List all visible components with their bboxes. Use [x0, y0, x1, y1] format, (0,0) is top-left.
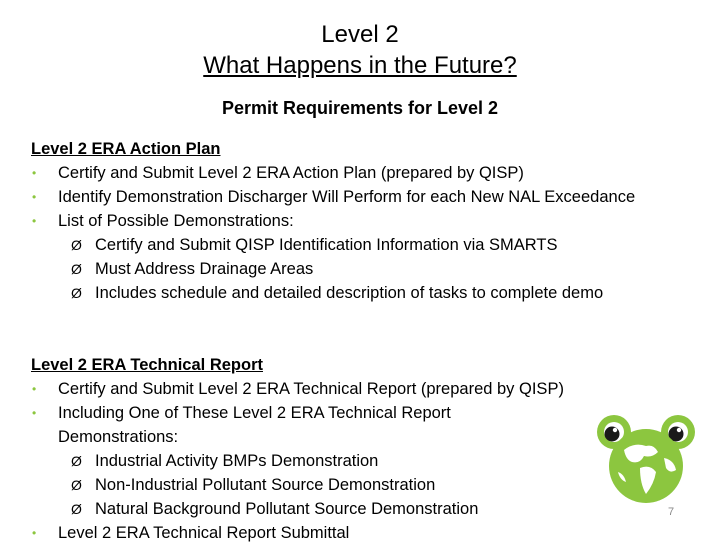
bullet-text: Certify and Submit Level 2 ERA Technical Report (prepared by QISP)	[58, 380, 564, 398]
sub-item-text: Natural Background Pollutant Source Demonstration	[95, 500, 479, 518]
sub-item	[31, 473, 564, 497]
sub-item-text: Industrial Activity BMPs Demonstration	[95, 452, 379, 470]
bullet-item	[31, 161, 648, 185]
sub-item	[31, 497, 564, 521]
arrow-bullet-icon: Ø	[71, 285, 82, 301]
bullet-item	[31, 377, 564, 401]
bullet-item	[31, 401, 528, 449]
slide-title-level: Level 2	[321, 21, 399, 48]
sub-item	[31, 449, 564, 473]
technical-report-section	[31, 353, 564, 545]
sub-item	[31, 233, 648, 257]
sub-item-text: Must Address Drainage Areas	[95, 260, 314, 278]
sub-item	[31, 281, 648, 305]
bullet-item	[31, 185, 648, 209]
bullet-item	[31, 521, 564, 545]
arrow-bullet-icon: Ø	[71, 477, 82, 493]
bullet-text: Level 2 ERA Technical Report Submittal	[58, 524, 350, 542]
bullet-text: Including One of These Level 2 ERA Technical Report Demonstrations:	[58, 404, 451, 446]
bullet-item	[31, 209, 648, 233]
sub-item	[31, 257, 648, 281]
slide-title-question: What Happens in the Future?	[203, 52, 517, 79]
bullet-text: Certify and Submit Level 2 ERA Action Plan (prepared by QISP)	[58, 164, 524, 182]
bullet-text: List of Possible Demonstrations:	[58, 212, 294, 230]
sub-item-text: Includes schedule and detailed description of tasks to complete demo	[95, 284, 604, 302]
bullet-icon: •	[32, 382, 37, 396]
arrow-bullet-icon: Ø	[71, 453, 82, 469]
arrow-bullet-icon: Ø	[71, 261, 82, 277]
bullet-icon: •	[32, 190, 37, 204]
slide-subtitle: Permit Requirements for Level 2	[221, 98, 499, 118]
arrow-bullet-icon: Ø	[71, 237, 82, 253]
bullet-icon: •	[32, 214, 37, 228]
arrow-bullet-icon: Ø	[71, 501, 82, 517]
action-plan-heading: Level 2 ERA Action Plan	[31, 140, 221, 158]
sub-item-text: Non-Industrial Pollutant Source Demonstration	[95, 476, 436, 494]
technical-report-heading: Level 2 ERA Technical Report	[31, 356, 263, 374]
action-plan-section	[31, 137, 648, 305]
bullet-text: Identify Demonstration Discharger Will Perform for each New NAL Exceedance	[58, 188, 636, 206]
bullet-icon: •	[32, 166, 37, 180]
sub-item-text: Certify and Submit QISP Identification Information via SMARTS	[95, 236, 558, 254]
page-number: 7	[668, 506, 675, 518]
bullet-icon: •	[32, 406, 37, 420]
frog-globe-icon	[596, 414, 696, 506]
bullet-icon: •	[32, 526, 37, 540]
